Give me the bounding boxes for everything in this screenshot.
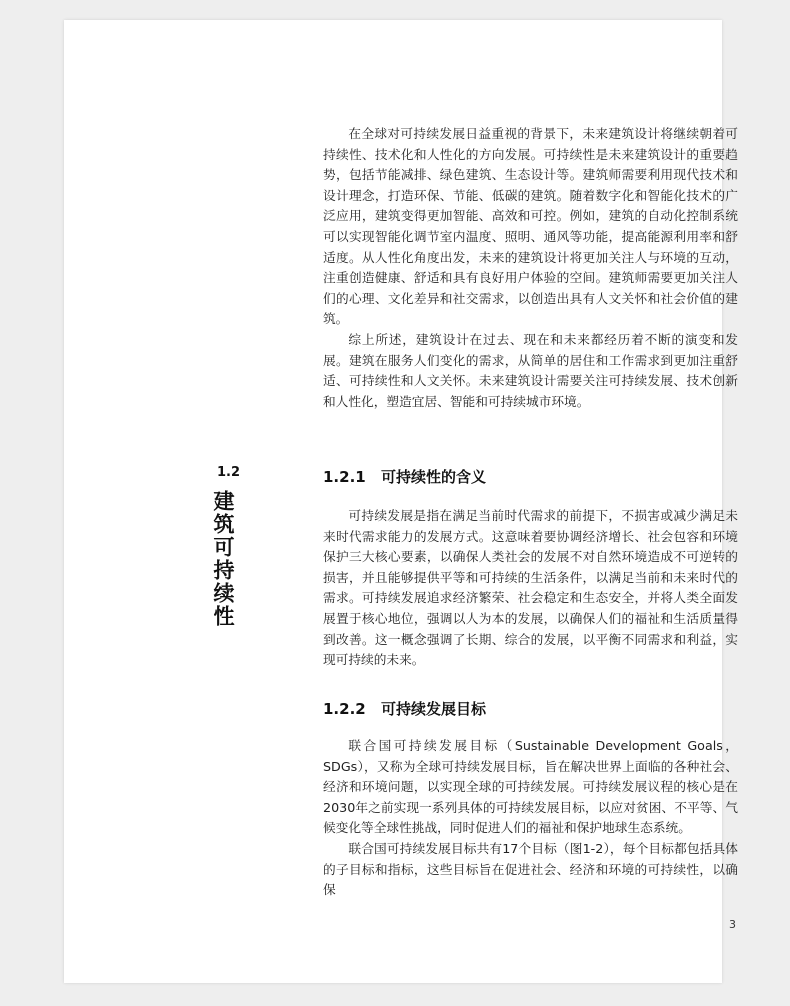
book-page bbox=[64, 20, 738, 983]
intro-text-block bbox=[323, 124, 738, 412]
body-paragraph: 综上所述，建筑设计在过去、现在和未来都经历着不断的演变和发展。建筑在服务人们变化的需求，从简单的居住和工作需求到更加注重舒适、可持续性和人文关怀。未来建筑设计需要关注可持续发展、技术创新和人性化，塑造宜居、智能和可持续城市环境。 bbox=[323, 331, 738, 409]
subsection-number: 1.2.1 bbox=[323, 468, 366, 486]
section-title-vertical: 建筑可持续性 bbox=[211, 490, 235, 628]
subsection-122-text-block bbox=[323, 736, 738, 901]
body-paragraph: 联合国可持续发展目标共有17个目标（图1-2），每个目标都包括具体的子目标和指标，这些目标旨在促进社会、经济和环境的可持续性，以确保 bbox=[323, 840, 738, 898]
section-number: 1.2 bbox=[217, 465, 241, 480]
body-paragraph: 可持续发展是指在满足当前时代需求的前提下，不损害或减少满足未来时代需求能力的发展方式。这意味着要协调经济增长、社会包容和环境保护三大核心要素，以确保人类社会的发展不对自然环境造成不可逆转的损害，并且能够提供平等和可持续的生活条件，以满足当前和未来时代的需求。可持续发展追求经济繁荣、社会稳定和生态安全，并将人类全面发展置于核心地位，强调以人为本的发展，以确保人们的福祉和生活质量得到改善。这一概念强调了长期、综合的发展，以平衡不同需求和利益，实现可持续的未来。 bbox=[323, 508, 738, 668]
subsection-121-text-block bbox=[323, 506, 738, 671]
body-paragraph: 在全球对可持续发展日益重视的背景下，未来建筑设计将继续朝着可持续性、技术化和人性化的方向发展。可持续性是未来建筑设计的重要趋势，包括节能减排、绿色建筑、生态设计等。建筑师需要利用现代技术和设计理念，打造环保、节能、低碳的建筑。随着数字化和智能化技术的广泛应用，建筑变得更加智能、高效和可控。例如，建筑的自动化控制系统可以实现智能化调节室内温度、照明、通风等功能，提高能源利用率和舒适度。从人性化角度出发，未来的建筑设计将更加关注人与环境的互动，注重创造健康、舒适和具有良好用户体验的空间。建筑师需要更加关注人们的心理、文化差异和社交需求，以创造出具有人文关怀和社会价值的建筑。 bbox=[323, 126, 738, 327]
subsection-heading-122 bbox=[323, 699, 486, 719]
page-number: 3 bbox=[729, 918, 736, 931]
body-paragraph: 联合国可持续发展目标（Sustainable Development Goals，SDGs），又称为全球可持续发展目标，旨在解决世界上面临的各种社会、经济和环境问题，以实现全球的可持续发展。可持续发展议程的核心是在2030年之前实现一系列具体的可持续发展目标，以应对贫困、不平等、气候变化等全球性挑战，同时促进人们的福祉和保护地球生态系统。 bbox=[323, 738, 738, 836]
subsection-title: 可持续性的含义 bbox=[381, 468, 487, 486]
subsection-heading-121 bbox=[323, 467, 486, 487]
subsection-title: 可持续发展目标 bbox=[381, 700, 487, 718]
subsection-number: 1.2.2 bbox=[323, 700, 366, 718]
